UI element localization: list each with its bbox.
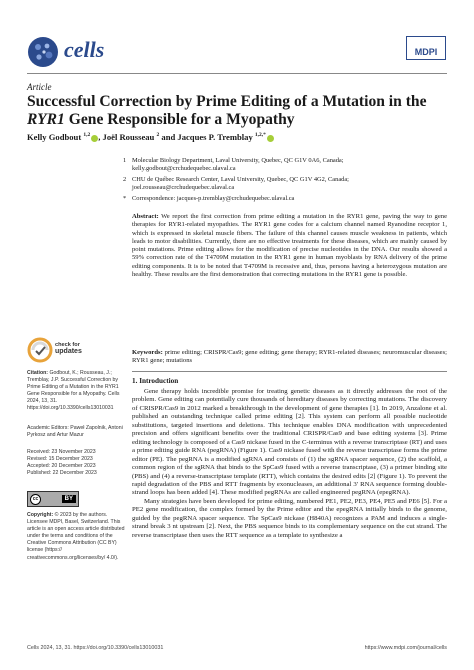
footer-journal-link[interactable]: https://www.mdpi.com/journal/cells <box>364 645 447 651</box>
article-type: Article <box>27 82 52 92</box>
copyright-block <box>27 512 127 562</box>
affiliation-1 <box>123 157 447 173</box>
copyright-text: © 2023 by the authors. Licensee MDPI, Basel, Switzerland. This article is an open access article distributed under the terms and conditions of the Creative Commons Attribution (CC BY) license (https:// creativecommons.org/licenses/by/ 4.0/). <box>27 512 125 561</box>
correspondence-text: Correspondence: jacques-p.tremblay@crchudequebec.ulaval.ca <box>132 195 295 202</box>
check-for-updates-icon[interactable] <box>27 337 53 363</box>
abstract-label: Abstract: <box>132 213 159 220</box>
check-for-updates-line-2: updates <box>55 347 82 355</box>
keywords-label: Keywords: <box>132 349 163 356</box>
abstract <box>132 213 447 279</box>
date-revised: Revised: 15 December 2023 <box>27 456 93 463</box>
affiliation-number: 2 <box>123 176 127 183</box>
keywords-text: prime editing; CRISPR/Cas9; gene editing; gene therapy; RYR1-related diseases; neuromuscular diseases; RYR1 gene; mutations <box>132 349 447 365</box>
author-list <box>27 132 447 142</box>
author-tremblay: and Jacques P. Tremblay <box>159 132 255 142</box>
corresponding-star: * <box>263 132 266 139</box>
date-accepted: Accepted: 20 December 2023 <box>27 463 96 470</box>
copyright-label: Copyright: <box>27 512 54 518</box>
author-tremblay-affil-nums: 1,2, <box>254 132 264 139</box>
header-rule <box>27 73 447 74</box>
footer-citation: Cells 2024, 13, 31. https://doi.org/10.3390/cells13010031 <box>27 645 164 651</box>
affiliation-2 <box>123 176 447 192</box>
abstract-text: We report the first correction from prime editing a mutation in the RYR1 gene, paving the way to gene therapies for RYR1-related myopathies. The RYR1 gene codes for a calcium channel named Ryanodine receptor 1, which is expressed in skeletal muscle fibers. The failure of this channel causes muscle weakness in patients, which leads to motor disabilities. Currently, there are no effective treatments for these diseases, which are mainly caused by point mutations. Prime editing allows for the modification of precise nucleotides in the DNA. Our results showed a 59% correction rate of the T4709M mutation in the RYR1 gene in human myoblasts by RNA delivery of the prime editing components. It is to be noted that T4709M is recessive and, thus, persons having a heterozygous mutation are healthy. These results are the first demonstration that correcting mutations in the RYR1 gene is possible. <box>132 213 447 279</box>
affiliation-text: Molecular Biology Department, Laval University, Quebec, QC G1V 0A6, Canada; kelly.godbout@crchudequebec.ulaval.ca <box>132 157 344 172</box>
journal-name: cells <box>64 37 105 62</box>
correspondence <box>123 195 447 203</box>
paragraph-2: Many strategies have been developed for prime editing, numbered PE1, PE2, PE3, PE4, PE5 and PE6 [5]. For a PE2 gene modification, the complex formed by the Prime editor and the epegRNA initially binds to the genome, guided by the pegRNA spacer sequence. The SpCas9 nickase (H840A) recognizes a PAM and induces a single-strand break 3 nt upstream [2]. Next, the PBS sequence binds to its complementary sequence on the cut strand. The reverse transcriptase then uses the RTT sequence as a template to synthesize a <box>132 497 447 539</box>
affiliation-number: * <box>123 195 127 202</box>
check-for-updates-line-1: check for <box>55 342 80 348</box>
date-received: Received: 23 November 2023 <box>27 449 96 455</box>
mdpi-logo-text: MDPI <box>414 47 438 57</box>
cc-badge: cc <box>30 494 41 505</box>
academic-editors: Academic Editors: Paweł Zapolnik, Antoni Pyrkosz and Artur Mazur <box>27 425 123 439</box>
mdpi-logo-icon <box>406 36 446 60</box>
author-rousseau-affil: 2 <box>156 132 160 139</box>
title-line-1: Successful Correction by Prime Editing of a Mutation in the <box>27 93 427 110</box>
affiliation-number: 1 <box>123 157 127 164</box>
cells-journal-logo-icon <box>27 36 59 68</box>
dates-block <box>27 449 127 477</box>
author-rousseau: , Joël Rousseau <box>98 132 157 142</box>
footer <box>27 645 447 651</box>
cc-by-badge: BY <box>62 495 76 503</box>
citation-text: Godbout, K.; Rousseau, J.; Tremblay, J.P. Successful Correction by Prime Editing of a Mutation in the RYR1 Gene Responsible for a Myopathy. Cells 2024, 13, 31. https://doi.org/10.3390/cells13010031 <box>27 370 120 412</box>
author-godbout-affil: 1,2 <box>83 132 91 139</box>
author-godbout: Kelly Godbout <box>27 132 84 142</box>
title-gene: RYR1 <box>27 111 65 128</box>
abstract-rule <box>132 371 447 372</box>
keywords <box>132 349 447 366</box>
section-heading: 1. Introduction <box>132 377 179 385</box>
date-published: Published: 22 December 2023 <box>27 470 97 477</box>
body-text <box>132 388 447 540</box>
affiliation-text: CHU de Québec Research Center, Laval University, Quebec, QC G1V 4G2, Canada; joel.rousseau@crchudequebec.ulaval.ca <box>132 176 349 191</box>
title-line-2: Gene Responsible for a Myopathy <box>64 111 295 128</box>
orcid-icon[interactable] <box>267 135 274 142</box>
citation-block <box>27 370 127 413</box>
check-for-updates-label[interactable] <box>55 342 82 355</box>
paragraph-1: Gene therapy holds incredible promise for treating genetic diseases as it directly addresses the root of the problem. Gene editing can potentially cure thousands of hereditary diseases by correcting mutations. The discovery of CRISPR/Cas9 in 2012 marked a breakthrough in the development of gene therapies [1]. In 2019, Anzalone et al. published an outstanding technique called prime editing [2]. This system can perform all possible nucleotide substitutions, targeted insertions and deletions. This technique enables DNA modification with unprecedented precision and offers significant benefits over the traditional CRISPR/Cas9 and base editing systems [3]. Prime editing technology is composed of a Cas9 nickase fused in the C-terminus with a reverse transcriptase (RT) and uses a prime editing guide RNA (pegRNA) (Figure 1). Cas9 nickase fused with the reverse transcriptase forms the prime editor (PE). The pegRNA is a modified sgRNA and consists of (1) the sgRNA spacer sequence, (2) the scaffold, a common region of the sgRNA that binds to the SpCas9 fused with a reverse transcriptase, (3) a primer binding site (PBS) and (4) a reverse-transcriptase template (RTT), which contains the desired edits [2] (Figure 1). To prevent the rapid degradation of the PBS and RTT fragments by exonucleases, an additional 3′ RNA sequence forming double-strand loops has been added [4]. These modified pegRNAs are called engineered pegRNA (epegRNA). <box>132 388 447 497</box>
citation-label: Citation: <box>27 370 49 376</box>
article-title <box>27 93 447 129</box>
cc-by-license-icon[interactable] <box>27 491 79 507</box>
author-tremblay-affil <box>255 132 266 138</box>
